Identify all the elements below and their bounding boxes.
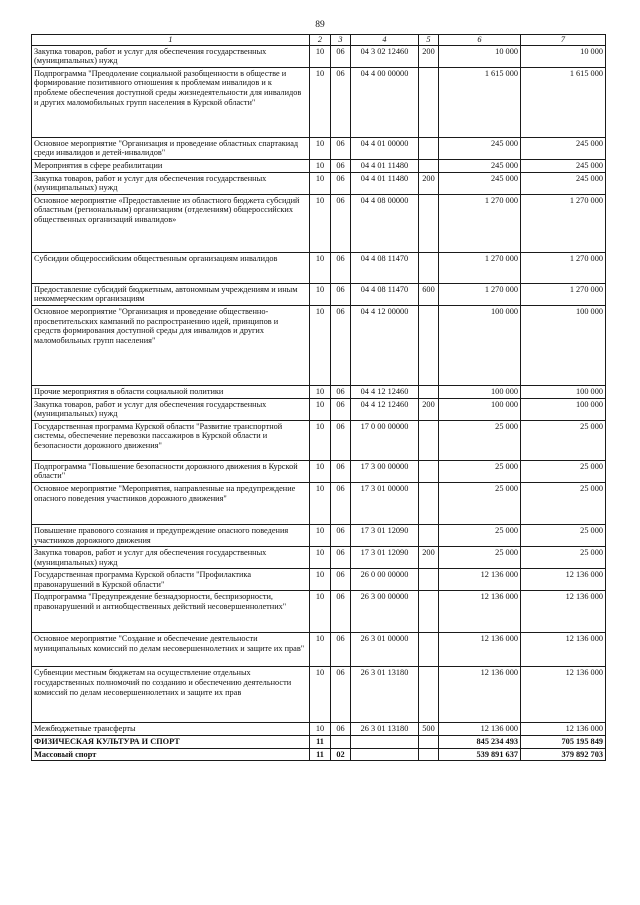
row-amount-year1: 845 234 493: [439, 736, 521, 749]
row-section: 10: [310, 385, 331, 398]
row-expense-type: [419, 736, 439, 749]
table-row: [32, 482, 606, 524]
table-row: [32, 460, 606, 482]
row-amount-year2: 1 270 000: [521, 283, 606, 305]
row-amount-year1: 12 136 000: [439, 723, 521, 736]
row-expense-type: [419, 420, 439, 460]
table-row: [32, 385, 606, 398]
table-row: [32, 524, 606, 546]
row-section: 10: [310, 524, 331, 546]
row-amount-year1: 12 136 000: [439, 633, 521, 667]
table-row: [32, 420, 606, 460]
row-amount-year1: 25 000: [439, 482, 521, 524]
row-section: 10: [310, 252, 331, 283]
row-amount-year1: 1 270 000: [439, 194, 521, 252]
row-subsection: 06: [331, 547, 351, 569]
row-section: 10: [310, 569, 331, 591]
row-section: 10: [310, 633, 331, 667]
row-amount-year2: 25 000: [521, 460, 606, 482]
row-name: Основное мероприятие "Создание и обеспечение деятельности муниципальных комиссий по делам несовершеннолетних и защите их прав": [32, 633, 310, 667]
row-name: Массовый спорт: [32, 748, 310, 761]
row-amount-year1: 25 000: [439, 420, 521, 460]
row-expense-type: 200: [419, 45, 439, 67]
row-target-code: 26 3 01 13180: [351, 667, 419, 723]
row-amount-year1: 1 615 000: [439, 67, 521, 137]
row-name: Мероприятия в сфере реабилитации: [32, 159, 310, 172]
budget-table: [31, 34, 606, 761]
row-target-code: 04 4 08 11470: [351, 283, 419, 305]
row-section: 10: [310, 283, 331, 305]
row-amount-year2: 1 270 000: [521, 194, 606, 252]
row-target-code: 04 4 01 11480: [351, 172, 419, 194]
row-section: 10: [310, 194, 331, 252]
table-row: [32, 283, 606, 305]
row-expense-type: [419, 252, 439, 283]
row-name: Субсидии общероссийским общественным организациям инвалидов: [32, 252, 310, 283]
col-header: 4: [351, 35, 419, 46]
row-name: Предоставление субсидий бюджетным, автономным учреждениям и иным некоммерческим организациям: [32, 283, 310, 305]
row-amount-year2: 25 000: [521, 524, 606, 546]
row-amount-year1: 25 000: [439, 524, 521, 546]
row-section: 10: [310, 67, 331, 137]
row-amount-year2: 705 195 849: [521, 736, 606, 749]
row-subsection: 06: [331, 137, 351, 159]
row-subsection: 06: [331, 633, 351, 667]
table-row: [32, 547, 606, 569]
table-row: [32, 252, 606, 283]
col-header: 6: [439, 35, 521, 46]
table-row: [32, 667, 606, 723]
row-amount-year2: 12 136 000: [521, 569, 606, 591]
row-subsection: 06: [331, 569, 351, 591]
row-target-code: 17 3 01 00000: [351, 482, 419, 524]
row-target-code: 26 3 00 00000: [351, 591, 419, 633]
col-header: 2: [310, 35, 331, 46]
table-row: [32, 137, 606, 159]
row-amount-year2: 100 000: [521, 398, 606, 420]
row-expense-type: [419, 137, 439, 159]
table-row: [32, 305, 606, 385]
col-header: 3: [331, 35, 351, 46]
table-row: [32, 398, 606, 420]
row-amount-year2: 25 000: [521, 482, 606, 524]
row-target-code: [351, 748, 419, 761]
row-expense-type: [419, 591, 439, 633]
row-expense-type: [419, 305, 439, 385]
row-amount-year1: 100 000: [439, 385, 521, 398]
row-expense-type: [419, 159, 439, 172]
row-section: 10: [310, 591, 331, 633]
table-row: [32, 569, 606, 591]
row-subsection: 06: [331, 67, 351, 137]
row-section: 10: [310, 723, 331, 736]
row-expense-type: 600: [419, 283, 439, 305]
row-target-code: 04 4 12 12460: [351, 398, 419, 420]
row-subsection: 06: [331, 194, 351, 252]
row-section: 10: [310, 172, 331, 194]
row-section: 10: [310, 45, 331, 67]
row-amount-year2: 10 000: [521, 45, 606, 67]
row-name: Прочие мероприятия в области социальной политики: [32, 385, 310, 398]
row-amount-year2: 245 000: [521, 137, 606, 159]
row-amount-year2: 12 136 000: [521, 591, 606, 633]
row-amount-year2: 100 000: [521, 385, 606, 398]
row-target-code: 17 3 00 00000: [351, 460, 419, 482]
row-subsection: 06: [331, 172, 351, 194]
row-name: Закупка товаров, работ и услуг для обеспечения государственных (муниципальных) нужд: [32, 172, 310, 194]
row-target-code: 04 4 08 11470: [351, 252, 419, 283]
row-amount-year1: 539 891 637: [439, 748, 521, 761]
row-expense-type: [419, 748, 439, 761]
row-expense-type: [419, 460, 439, 482]
row-target-code: 04 4 00 00000: [351, 67, 419, 137]
row-name: Основное мероприятие "Мероприятия, направленные на предупреждение опасного поведения участников дорожного движения": [32, 482, 310, 524]
row-name: Закупка товаров, работ и услуг для обеспечения государственных (муниципальных) нужд: [32, 398, 310, 420]
row-section: 11: [310, 736, 331, 749]
row-subsection: 06: [331, 460, 351, 482]
row-section: 10: [310, 398, 331, 420]
row-expense-type: [419, 194, 439, 252]
row-name: Подпрограмма "Повышение безопасности дорожного движения в Курской области": [32, 460, 310, 482]
row-expense-type: 200: [419, 547, 439, 569]
table-row: [32, 172, 606, 194]
row-expense-type: [419, 67, 439, 137]
table-row: [32, 633, 606, 667]
row-subsection: 06: [331, 385, 351, 398]
row-amount-year2: 25 000: [521, 420, 606, 460]
row-target-code: 04 4 08 00000: [351, 194, 419, 252]
row-expense-type: 500: [419, 723, 439, 736]
row-subsection: 06: [331, 420, 351, 460]
row-target-code: 17 3 01 12090: [351, 547, 419, 569]
row-name: ФИЗИЧЕСКАЯ КУЛЬТУРА И СПОРТ: [32, 736, 310, 749]
row-amount-year1: 10 000: [439, 45, 521, 67]
row-expense-type: [419, 482, 439, 524]
row-target-code: [351, 736, 419, 749]
row-amount-year2: 1 615 000: [521, 67, 606, 137]
row-subsection: 06: [331, 305, 351, 385]
row-section: 10: [310, 667, 331, 723]
row-target-code: 04 4 01 11480: [351, 159, 419, 172]
row-name: Государственная программа Курской области "Развитие транспортной системы, обеспечение перевозки пассажиров в Курской области и безопасности дорожного движения": [32, 420, 310, 460]
row-target-code: 17 0 00 00000: [351, 420, 419, 460]
row-target-code: 26 3 01 00000: [351, 633, 419, 667]
row-target-code: 04 3 02 12460: [351, 45, 419, 67]
row-subsection: 06: [331, 398, 351, 420]
row-target-code: 26 3 01 13180: [351, 723, 419, 736]
row-amount-year2: 12 136 000: [521, 633, 606, 667]
row-amount-year2: 12 136 000: [521, 667, 606, 723]
row-expense-type: [419, 385, 439, 398]
row-name: Основное мероприятие «Предоставление из областного бюджета субсидий областным (региональным) организациям (отделениям) общероссийских общественных организаций инвалидов»: [32, 194, 310, 252]
row-subsection: 06: [331, 667, 351, 723]
row-amount-year2: 379 892 703: [521, 748, 606, 761]
table-row: [32, 159, 606, 172]
row-amount-year1: 100 000: [439, 398, 521, 420]
table-row: [32, 67, 606, 137]
row-name: Основное мероприятие "Организация и проведение общественно-просветительских кампаний по распространению идей, принципов и средств формирования доступной среды для инвалидов и других маломобильных групп населения": [32, 305, 310, 385]
row-subsection: 02: [331, 748, 351, 761]
row-section: 10: [310, 482, 331, 524]
row-amount-year1: 25 000: [439, 547, 521, 569]
row-amount-year1: 12 136 000: [439, 591, 521, 633]
page-number: 89: [315, 20, 325, 30]
col-header: 7: [521, 35, 606, 46]
row-expense-type: [419, 633, 439, 667]
row-section: 10: [310, 547, 331, 569]
row-expense-type: [419, 569, 439, 591]
row-subsection: 06: [331, 252, 351, 283]
table-row: [32, 45, 606, 67]
row-name: Основное мероприятие "Организация и проведение областных спартакиад среди инвалидов и детей-инвалидов": [32, 137, 310, 159]
table-row: [32, 723, 606, 736]
row-target-code: 04 4 12 00000: [351, 305, 419, 385]
row-section: 10: [310, 305, 331, 385]
row-section: 10: [310, 420, 331, 460]
row-amount-year2: 100 000: [521, 305, 606, 385]
row-subsection: 06: [331, 524, 351, 546]
row-name: Закупка товаров, работ и услуг для обеспечения государственных (муниципальных) нужд: [32, 547, 310, 569]
row-subsection: 06: [331, 723, 351, 736]
row-target-code: 04 4 01 00000: [351, 137, 419, 159]
row-amount-year2: 12 136 000: [521, 723, 606, 736]
row-amount-year2: 1 270 000: [521, 252, 606, 283]
row-section: 10: [310, 159, 331, 172]
row-amount-year1: 1 270 000: [439, 252, 521, 283]
row-name: Повышение правового сознания и предупреждение опасного поведения участников дорожного движения: [32, 524, 310, 546]
row-subsection: 06: [331, 159, 351, 172]
row-target-code: 04 4 12 12460: [351, 385, 419, 398]
row-amount-year1: 245 000: [439, 172, 521, 194]
col-header: 5: [419, 35, 439, 46]
row-name: Закупка товаров, работ и услуг для обеспечения государственных (муниципальных) нужд: [32, 45, 310, 67]
row-amount-year1: 12 136 000: [439, 569, 521, 591]
row-subsection: 06: [331, 45, 351, 67]
row-amount-year1: 25 000: [439, 460, 521, 482]
row-name: Государственная программа Курской области "Профилактика правонарушений в Курской области": [32, 569, 310, 591]
row-name: Субвенции местным бюджетам на осуществление отдельных государственных полномочий по созданию и обеспечению деятельности комиссий по делам несовершеннолетних и защите их прав: [32, 667, 310, 723]
row-name: Подпрограмма "Предупреждение безнадзорности, беспризорности, правонарушений и антиобщественных действий несовершеннолетних": [32, 591, 310, 633]
row-expense-type: 200: [419, 172, 439, 194]
table-row: [32, 194, 606, 252]
column-number-header: [32, 35, 606, 46]
row-section: 11: [310, 748, 331, 761]
row-subsection: [331, 736, 351, 749]
row-amount-year1: 100 000: [439, 305, 521, 385]
row-target-code: 26 0 00 00000: [351, 569, 419, 591]
row-section: 10: [310, 460, 331, 482]
row-expense-type: [419, 667, 439, 723]
row-subsection: 06: [331, 482, 351, 524]
row-target-code: 17 3 01 12090: [351, 524, 419, 546]
row-amount-year2: 25 000: [521, 547, 606, 569]
row-amount-year1: 12 136 000: [439, 667, 521, 723]
table-row: [32, 591, 606, 633]
row-expense-type: 200: [419, 398, 439, 420]
col-header: 1: [32, 35, 310, 46]
row-amount-year2: 245 000: [521, 172, 606, 194]
row-subsection: 06: [331, 283, 351, 305]
row-amount-year2: 245 000: [521, 159, 606, 172]
row-amount-year1: 245 000: [439, 159, 521, 172]
row-expense-type: [419, 524, 439, 546]
table-row: [32, 748, 606, 761]
row-name: Межбюджетные трансферты: [32, 723, 310, 736]
row-amount-year1: 245 000: [439, 137, 521, 159]
row-section: 10: [310, 137, 331, 159]
row-name: Подпрограмма "Преодоление социальной разобщенности в обществе и формирование позитивного отношения к проблемам инвалидов и к проблеме обеспечения доступной среды жизнедеятельности для инвалидов и других маломобильных групп населения в Курской области": [32, 67, 310, 137]
row-subsection: 06: [331, 591, 351, 633]
row-amount-year1: 1 270 000: [439, 283, 521, 305]
table-row: [32, 736, 606, 749]
